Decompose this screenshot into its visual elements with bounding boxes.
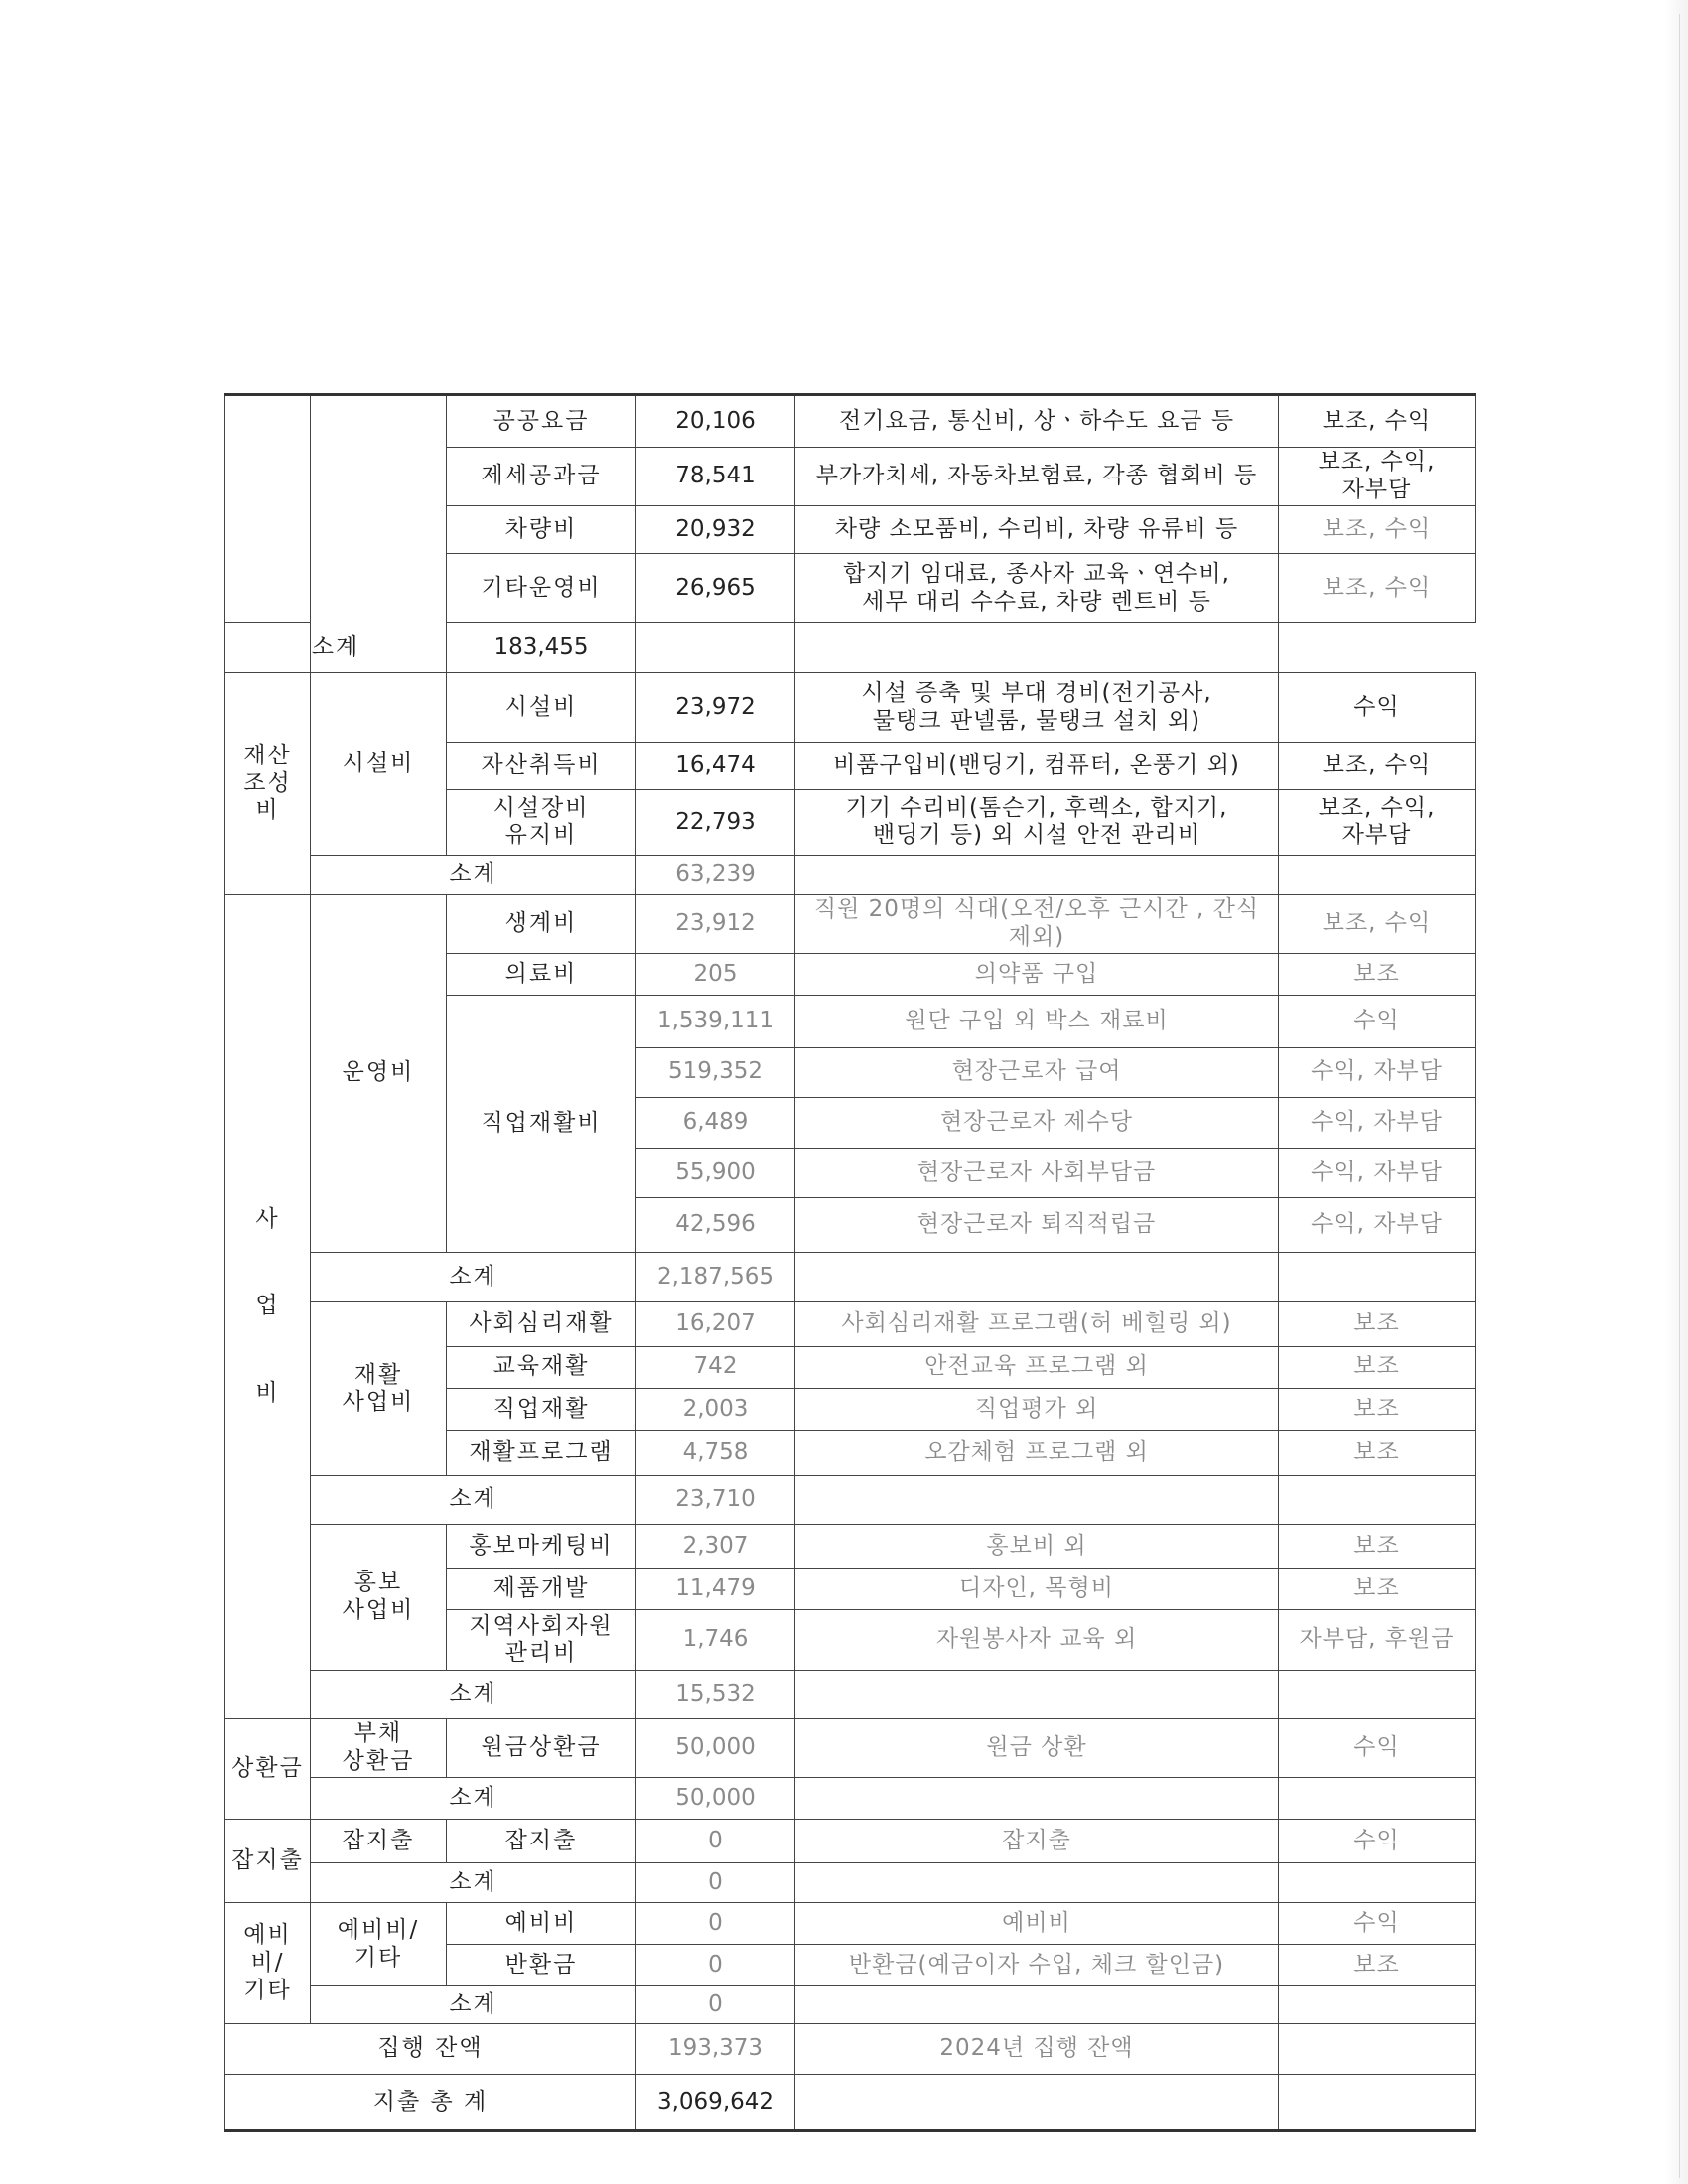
empty-cell [795, 1671, 1279, 1718]
amount: 11,479 [636, 1568, 795, 1609]
description [795, 554, 1279, 623]
funding-source-line: 자부담 [1341, 476, 1412, 502]
item-name: 홍보마케팅비 [447, 1524, 636, 1568]
description-line: 세무 대리 수수료, 차량 렌트비 등 [862, 588, 1211, 614]
table-row [225, 673, 1476, 743]
subtotal-row [225, 1986, 1476, 2024]
subcategory-line: 사업비 [342, 1389, 415, 1416]
item-name-line: 관리비 [504, 1640, 578, 1667]
subcategory-buchae [311, 1718, 447, 1777]
subtotal-label: 소계 [311, 1777, 636, 1819]
description-line: 합지기 임대료, 종사자 교육ㆍ연수비, [843, 560, 1230, 587]
empty-cell [795, 855, 1279, 894]
item-name [447, 1610, 636, 1671]
amount: 50,000 [636, 1718, 795, 1777]
description [795, 673, 1279, 743]
description: 반환금(예금이자 수입, 체크 할인금) [795, 1945, 1279, 1986]
subtotal-amount: 183,455 [447, 622, 636, 673]
description: 직업평가 외 [795, 1388, 1279, 1430]
description: 비품구입비(밴딩기, 컴퓨터, 온풍기 외) [795, 742, 1279, 789]
amount: 78,541 [636, 447, 795, 505]
item-jikup: 직업재활비 [447, 995, 636, 1252]
description: 안전교육 프로그램 외 [795, 1346, 1279, 1388]
empty-cell [636, 622, 795, 673]
table-row [225, 1903, 1476, 1945]
description-line: 밴딩기 등) 외 시설 안전 관리비 [872, 822, 1201, 849]
empty-cell [795, 622, 1279, 673]
subcategory-hongbo [311, 1524, 447, 1670]
item-name: 차량비 [447, 505, 636, 553]
funding-source-line: 보조, 수익, [1318, 449, 1436, 476]
amount: 4,758 [636, 1430, 795, 1475]
empty-cell [795, 1252, 1279, 1302]
funding-source: 수익, 자부담 [1279, 1047, 1476, 1098]
category-line: 기타 [243, 1977, 292, 2003]
description: 차량 소모품비, 수리비, 차량 유류비 등 [795, 505, 1279, 553]
table-row [225, 894, 1476, 953]
amount: 16,207 [636, 1302, 795, 1346]
description-line: 기기 수리비(톰슨기, 후렉소, 합지기, [845, 794, 1228, 821]
funding-source: 보조, 수익 [1279, 894, 1476, 953]
table-row [225, 1524, 1476, 1568]
funding-source-line: 보조, 수익, [1318, 794, 1436, 821]
subtotal-amount: 23,710 [636, 1476, 795, 1524]
item-name: 예비비 [447, 1903, 636, 1945]
category-line: 비 [255, 1379, 280, 1406]
item-name: 기타운영비 [447, 554, 636, 623]
amount: 1,746 [636, 1610, 795, 1671]
amount: 20,106 [636, 395, 795, 448]
category-yebi [225, 1903, 311, 2024]
item-name: 재활프로그램 [447, 1430, 636, 1475]
balance-description: 2024년 집행 잔액 [795, 2024, 1279, 2075]
amount: 23,912 [636, 894, 795, 953]
subcategory-japjichul: 잡지출 [311, 1819, 447, 1862]
amount: 26,965 [636, 554, 795, 623]
item-name: 시설비 [447, 673, 636, 743]
subtotal-amount: 2,187,565 [636, 1252, 795, 1302]
balance-row [225, 2024, 1476, 2075]
funding-source: 보조 [1279, 1430, 1476, 1475]
subtotal-amount: 63,239 [636, 855, 795, 894]
empty-cell [795, 1986, 1279, 2024]
funding-source: 수익 [1279, 1903, 1476, 1945]
empty-cell [1279, 2074, 1476, 2130]
description: 의약품 구입 [795, 953, 1279, 995]
item-name: 제세공과금 [447, 447, 636, 505]
empty-cell [1279, 855, 1476, 894]
category-saeop [225, 894, 311, 1718]
empty-cell [1279, 1671, 1476, 1718]
amount: 22,793 [636, 790, 795, 855]
subtotal-row [225, 855, 1476, 894]
subcategory-line: 예비비/ [337, 1917, 420, 1944]
amount: 2,307 [636, 1524, 795, 1568]
subcategory-yebi [311, 1903, 447, 1986]
funding-source: 수익, 자부담 [1279, 1198, 1476, 1253]
funding-source: 보조 [1279, 953, 1476, 995]
funding-source: 보조 [1279, 1945, 1476, 1986]
funding-source: 보조, 수익 [1279, 505, 1476, 553]
page-edge-shadow [1664, 0, 1688, 2184]
amount: 519,352 [636, 1047, 795, 1098]
subcategory-jaehwal [311, 1302, 447, 1476]
budget-sheet [224, 393, 1475, 2132]
subcategory-line: 홍보 [353, 1570, 403, 1596]
subtotal-row [225, 1671, 1476, 1718]
amount: 42,596 [636, 1198, 795, 1253]
description: 원단 구입 외 박스 재료비 [795, 995, 1279, 1047]
page-edge-line [1679, 14, 1680, 2178]
description: 부가가치세, 자동차보험료, 각종 협회비 등 [795, 447, 1279, 505]
category-cell-empty [225, 395, 311, 623]
description [795, 790, 1279, 855]
empty-cell [795, 1476, 1279, 1524]
description: 현장근로자 급여 [795, 1047, 1279, 1098]
description: 잡지출 [795, 1819, 1279, 1862]
subtotal-row [225, 1863, 1476, 1903]
amount: 0 [636, 1903, 795, 1945]
amount: 16,474 [636, 742, 795, 789]
empty-cell [1279, 2024, 1476, 2075]
empty-cell [795, 1863, 1279, 1903]
subtotal-row [225, 1476, 1476, 1524]
subtotal-label: 소계 [311, 1671, 636, 1718]
category-line: 조성 [243, 769, 292, 796]
item-name: 생계비 [447, 894, 636, 953]
item-name-line: 시설장비 [492, 794, 590, 821]
subtotal-label: 소계 [311, 1476, 636, 1524]
funding-source [1279, 790, 1476, 855]
funding-source: 보조, 수익 [1279, 554, 1476, 623]
subtotal-amount: 15,532 [636, 1671, 795, 1718]
funding-source: 수익 [1279, 1718, 1476, 1777]
item-name: 원금상환금 [447, 1718, 636, 1777]
description: 홍보비 외 [795, 1524, 1279, 1568]
description: 예비비 [795, 1903, 1279, 1945]
item-name: 공공요금 [447, 395, 636, 448]
description: 원금 상환 [795, 1718, 1279, 1777]
item-name: 잡지출 [447, 1819, 636, 1862]
item-name-line: 유지비 [504, 822, 578, 849]
subtotal-row [225, 1777, 1476, 1819]
funding-source: 보조 [1279, 1388, 1476, 1430]
amount: 20,932 [636, 505, 795, 553]
item-name: 의료비 [447, 953, 636, 995]
item-name: 교육재활 [447, 1346, 636, 1388]
funding-source: 수익 [1279, 995, 1476, 1047]
funding-source: 보조 [1279, 1524, 1476, 1568]
funding-source-line: 자부담 [1341, 822, 1412, 849]
empty-cell [1279, 1252, 1476, 1302]
funding-source: 보조 [1279, 1568, 1476, 1609]
subtotal-row [225, 622, 1476, 673]
item-name: 반환금 [447, 1945, 636, 1986]
category-line: 업 [255, 1293, 280, 1319]
item-name: 사회심리재활 [447, 1302, 636, 1346]
description-line: 시설 증축 및 부대 경비(전기공사, [861, 679, 1212, 706]
amount: 2,003 [636, 1388, 795, 1430]
empty-cell [1279, 1986, 1476, 2024]
funding-source: 보조, 수익 [1279, 395, 1476, 448]
category-jaesan [225, 673, 311, 894]
description: 현장근로자 퇴직적립금 [795, 1198, 1279, 1253]
funding-source: 자부담, 후원금 [1279, 1610, 1476, 1671]
funding-source: 수익, 자부담 [1279, 1098, 1476, 1149]
table-row [225, 395, 1476, 448]
item-name: 자산취득비 [447, 742, 636, 789]
description: 자원봉사자 교육 외 [795, 1610, 1279, 1671]
category-line: 예비비/ [243, 1922, 292, 1976]
description: 디자인, 목형비 [795, 1568, 1279, 1609]
subcategory-line: 부채 [353, 1720, 403, 1747]
table-row [225, 1302, 1476, 1346]
item-name-line: 지역사회자원 [469, 1612, 614, 1639]
expenditure-table [224, 393, 1476, 2132]
category-line: 재산 [243, 743, 292, 769]
subcategory-line: 사업비 [342, 1596, 415, 1623]
subcategory-line: 재활 [353, 1361, 403, 1388]
funding-source [1279, 447, 1476, 505]
amount: 742 [636, 1346, 795, 1388]
subcategory-unyoung: 운영비 [311, 894, 447, 1252]
balance-label: 집행 잔액 [225, 2024, 636, 2075]
subtotal-label: 소계 [311, 1863, 636, 1903]
amount: 55,900 [636, 1148, 795, 1198]
category-line: 사 [255, 1205, 280, 1232]
category-japjichul: 잡지출 [225, 1819, 311, 1902]
amount: 205 [636, 953, 795, 995]
funding-source: 보조, 수익 [1279, 742, 1476, 789]
empty-cell [1279, 1476, 1476, 1524]
empty-cell [1279, 1777, 1476, 1819]
total-label: 지출 총 계 [225, 2074, 636, 2130]
item-name [447, 790, 636, 855]
description: 직원 20명의 식대(오전/오후 근시간 , 간식 제외) [795, 894, 1279, 953]
funding-source: 수익 [1279, 1819, 1476, 1862]
amount: 23,972 [636, 673, 795, 743]
description: 사회심리재활 프로그램(허 베힐링 외) [795, 1302, 1279, 1346]
total-row [225, 2074, 1476, 2130]
subtotal-amount: 50,000 [636, 1777, 795, 1819]
empty-cell [795, 1777, 1279, 1819]
amount: 0 [636, 1819, 795, 1862]
subtotal-label: 소계 [311, 1986, 636, 2024]
subcategory-line: 상환금 [342, 1747, 415, 1774]
subtotal-row [225, 1252, 1476, 1302]
subtotal-label: 소계 [311, 1252, 636, 1302]
empty-cell [1279, 1863, 1476, 1903]
funding-source: 수익, 자부담 [1279, 1148, 1476, 1198]
funding-source: 보조 [1279, 1346, 1476, 1388]
subcategory-sisulbi: 시설비 [311, 673, 447, 855]
funding-source: 수익 [1279, 673, 1476, 743]
category-sanghwan: 상환금 [225, 1718, 311, 1819]
subtotal-amount: 0 [636, 1863, 795, 1903]
description: 오감체험 프로그램 외 [795, 1430, 1279, 1475]
amount: 1,539,111 [636, 995, 795, 1047]
item-name: 직업재활 [447, 1388, 636, 1430]
subcategory-line: 기타 [353, 1944, 403, 1971]
amount: 0 [636, 1945, 795, 1986]
total-amount: 3,069,642 [636, 2074, 795, 2130]
description: 현장근로자 사회부담금 [795, 1148, 1279, 1198]
table-row [225, 1819, 1476, 1862]
amount: 6,489 [636, 1098, 795, 1149]
subtotal-label: 소계 [311, 855, 636, 894]
category-line: 비 [255, 797, 280, 824]
description: 현장근로자 제수당 [795, 1098, 1279, 1149]
balance-amount: 193,373 [636, 2024, 795, 2075]
description-line: 물탱크 판넬룸, 물탱크 설치 외) [872, 707, 1201, 734]
table-row [225, 1718, 1476, 1777]
empty-cell [795, 2074, 1279, 2130]
description: 전기요금, 통신비, 상ㆍ하수도 요금 등 [795, 395, 1279, 448]
subtotal-label: 소계 [225, 622, 447, 673]
item-name: 제품개발 [447, 1568, 636, 1609]
subtotal-amount: 0 [636, 1986, 795, 2024]
funding-source: 보조 [1279, 1302, 1476, 1346]
